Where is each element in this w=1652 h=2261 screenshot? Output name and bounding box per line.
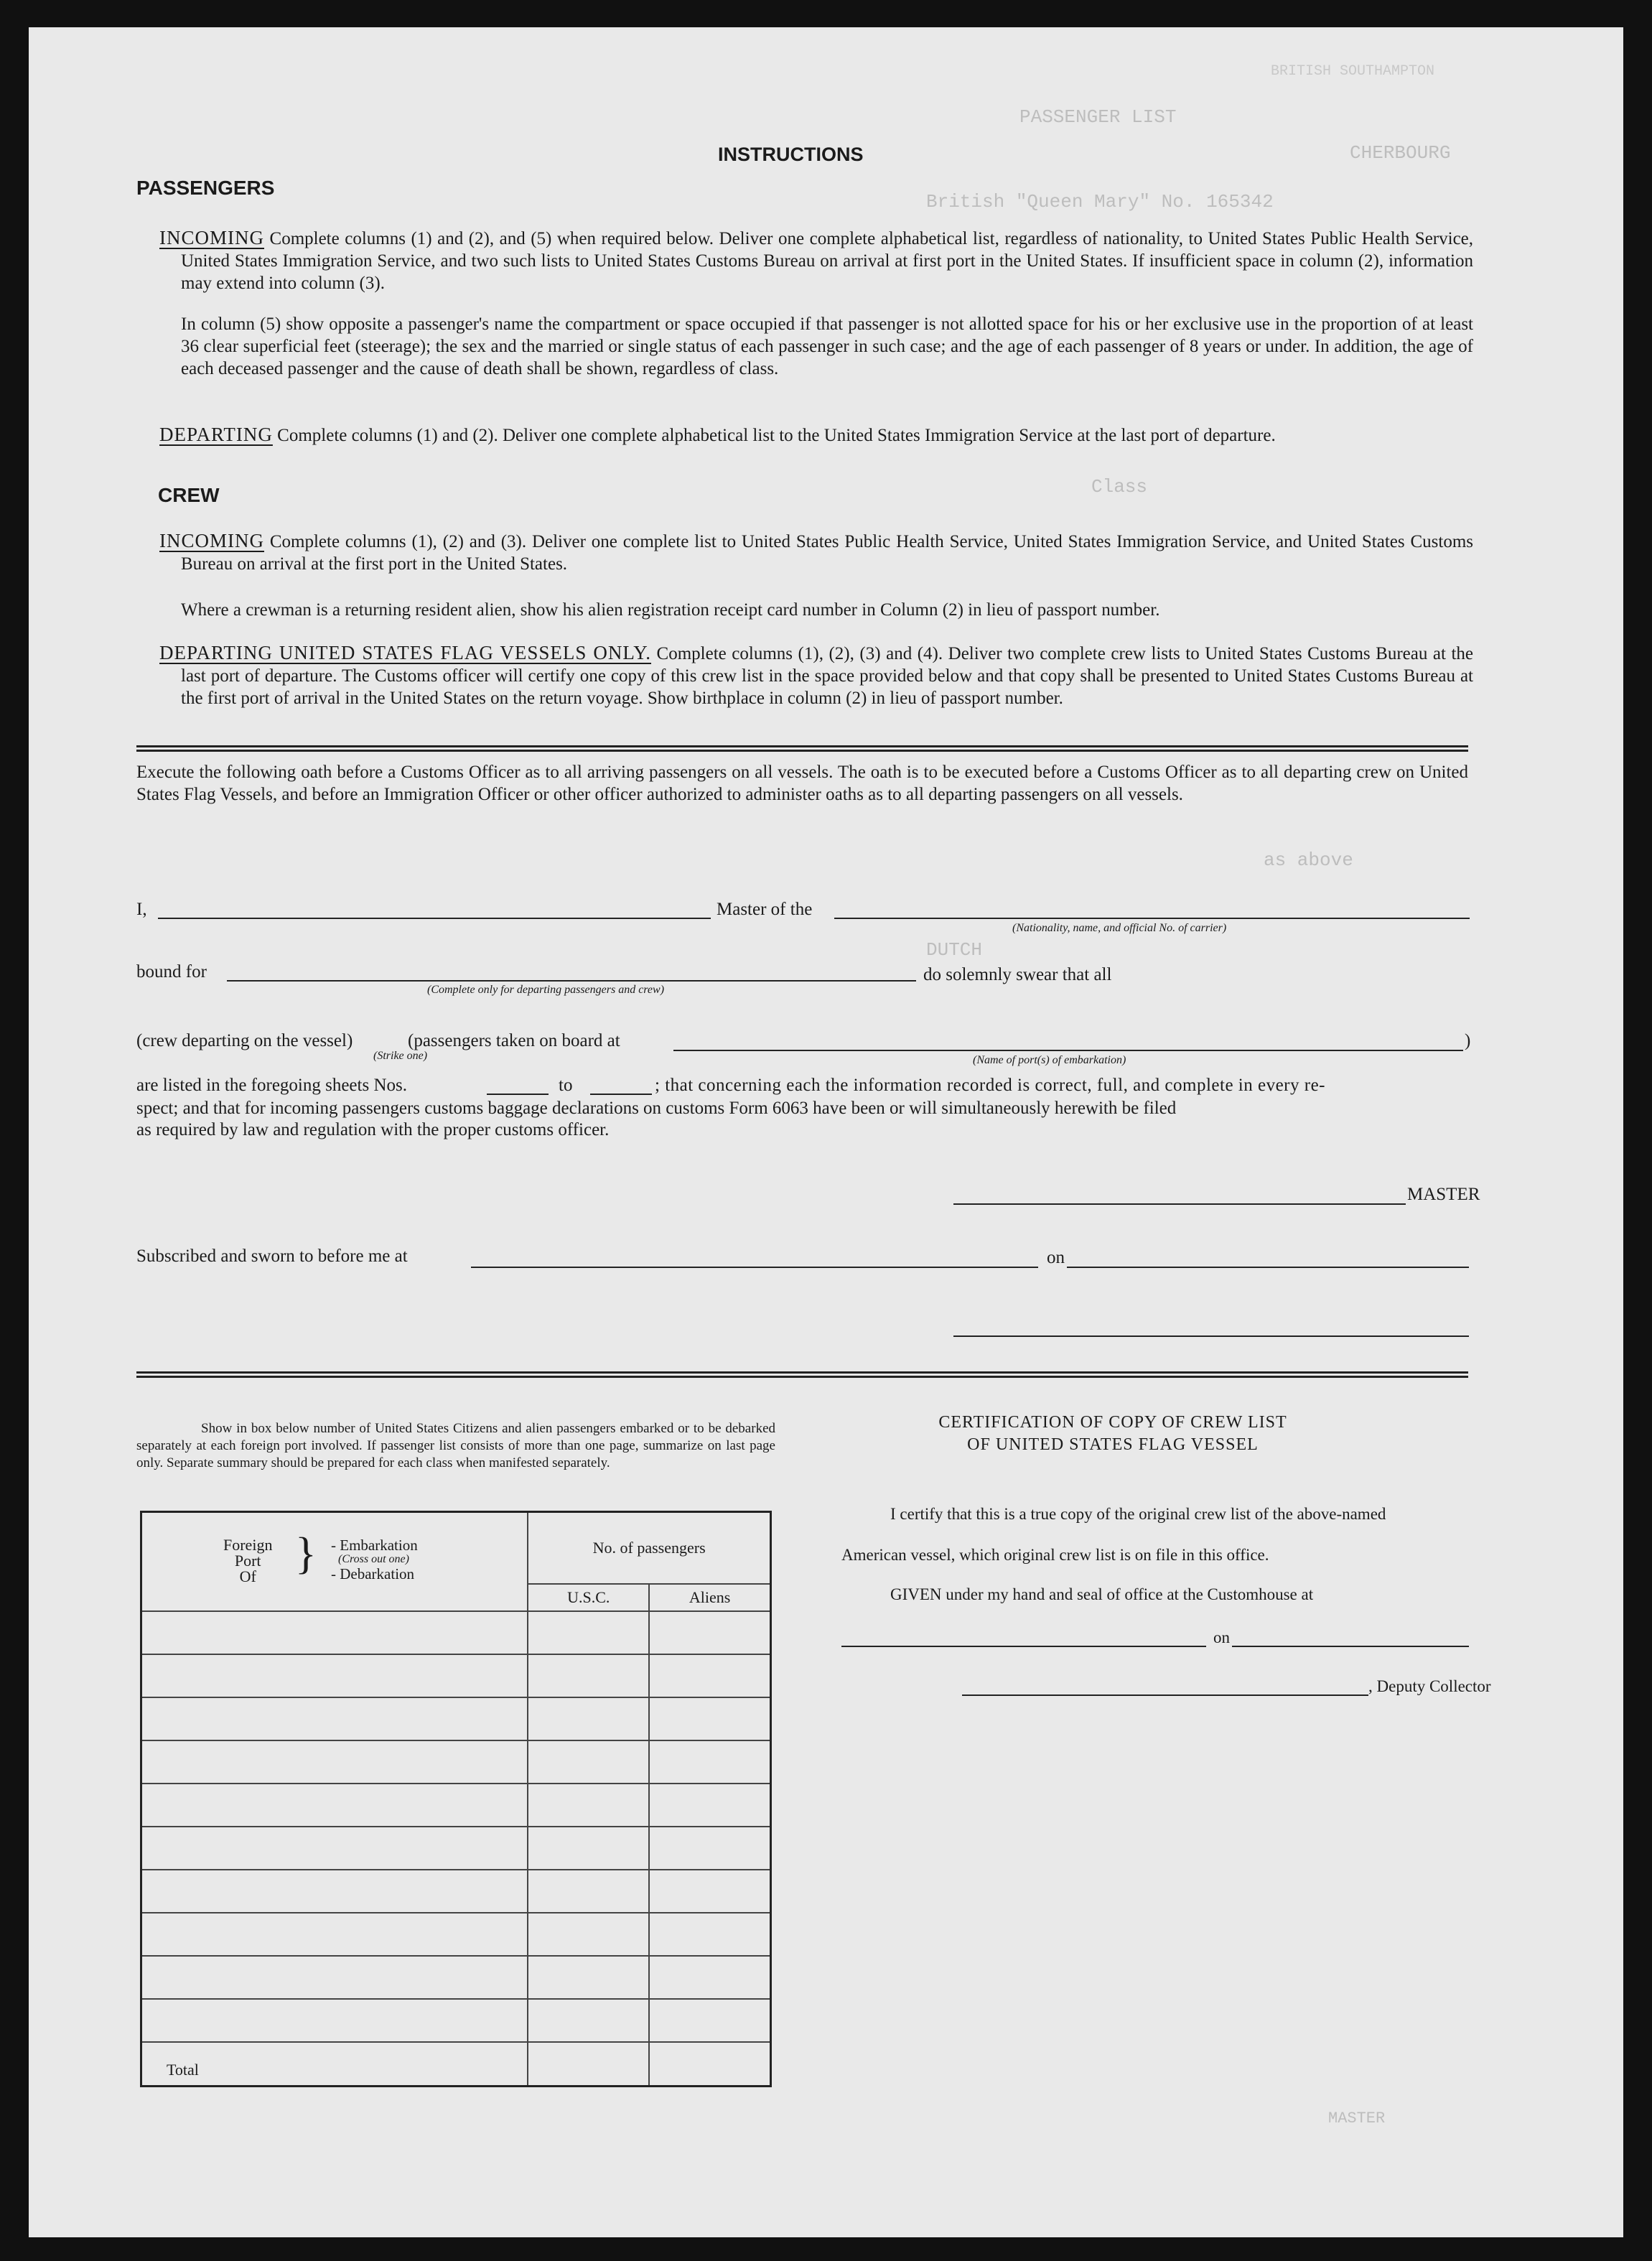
aliens-cell[interactable] [649, 1784, 770, 1827]
foreign-label: Foreign [223, 1535, 273, 1554]
brace: } [295, 1529, 317, 1578]
certification-title-line: CERTIFICATION OF COPY OF CREW LIST [938, 1413, 1287, 1432]
master-name-field[interactable] [158, 918, 711, 919]
master-signature-field[interactable] [953, 1203, 1406, 1205]
passengers-departing-text: Complete columns (1) and (2). Deliver one complete alphabetical list to the United States Immigration Service at the last port of departure. [277, 426, 1276, 445]
table-total-row [141, 2042, 771, 2087]
swear-label: do solemnly swear that all [923, 965, 1112, 984]
embarkation-caption: (Name of port(s) of embarkation) [973, 1054, 1126, 1066]
crew-heading: CREW [158, 484, 220, 506]
port-cell[interactable] [141, 1827, 528, 1870]
port-cell[interactable] [141, 1870, 528, 1913]
of-label: Of [239, 1567, 256, 1585]
total-aliens-cell[interactable] [649, 2042, 770, 2087]
listed-text: as required by law and regulation with the proper customs officer. [136, 1120, 610, 1139]
deputy-collector-signature-field[interactable] [962, 1694, 1368, 1696]
certification-title [862, 1412, 1364, 1456]
aliens-header: Aliens [649, 1584, 770, 1611]
usc-cell[interactable] [528, 1654, 649, 1697]
table-body [141, 1611, 771, 2042]
passengers-incoming-paragraph [159, 227, 1473, 294]
table-row [141, 1697, 771, 1740]
aliens-cell[interactable] [649, 1654, 770, 1697]
table-row [141, 1654, 771, 1697]
bound-for-field[interactable] [227, 980, 916, 982]
port-cell[interactable] [141, 1784, 528, 1827]
usc-cell[interactable] [528, 1611, 649, 1654]
on-label: on [1047, 1248, 1065, 1267]
close-paren: ) [1465, 1031, 1471, 1050]
on-label: on [1213, 1628, 1230, 1646]
instructions-title: INSTRUCTIONS [718, 144, 864, 165]
aliens-cell[interactable] [649, 1999, 770, 2042]
listed-label: are listed in the foregoing sheets Nos. [136, 1076, 407, 1095]
table-row [141, 1870, 771, 1913]
embarkation-port-field[interactable] [673, 1050, 1463, 1051]
departing-flag-keyword: DEPARTING UNITED STATES FLAG VESSELS ONLY. [159, 642, 651, 663]
table-row [141, 1999, 771, 2042]
bleed-through-text: BRITISH SOUTHAMPTON [1271, 63, 1435, 80]
sheet-from-field[interactable] [487, 1094, 549, 1095]
certification-title-line: OF UNITED STATES FLAG VESSEL [967, 1435, 1259, 1454]
listed-text: spect; and that for incoming passengers customs baggage declarations on customs Form 6063 have been or will simultaneously herewith be filed [136, 1099, 1177, 1118]
port-cell[interactable] [141, 1611, 528, 1654]
sheet-to-field[interactable] [590, 1094, 652, 1095]
table-row [141, 1611, 771, 1654]
box-instructions: Show in box below number of United States Citizens and alien passengers embarked or to be debarked separately at each foreign port involved. If passenger list consists of more than one page, summarize on last page only. Separate summary should be prepared for each class when manifested separately. [136, 1421, 775, 1470]
sworn-date-field[interactable] [1067, 1267, 1469, 1268]
usc-header: U.S.C. [528, 1584, 649, 1611]
table-row [141, 1784, 771, 1827]
bound-for-label: bound for [136, 962, 207, 982]
embarkation-label: - Embarkation [331, 1536, 418, 1554]
subscribed-label: Subscribed and sworn to before me at [136, 1246, 408, 1266]
port-header-cell [141, 1512, 528, 1611]
sworn-place-field[interactable] [471, 1267, 1038, 1268]
aliens-cell[interactable] [649, 1913, 770, 1956]
aliens-cell[interactable] [649, 1697, 770, 1740]
usc-cell[interactable] [528, 1697, 649, 1740]
master-of-the-label: Master of the [717, 900, 813, 919]
usc-cell[interactable] [528, 1740, 649, 1784]
total-label: Total [141, 2042, 528, 2087]
passengers-incoming-text: Complete columns (1) and (2), and (5) when required below. Deliver one complete alphabetical list, regardless of nationality, to United States Public Health Service, United States Immigration Service, and two such lists to United States Customs Bureau on arrival at first port in the United States. If insufficient space in column (2), information may extend into column (3). [181, 229, 1474, 293]
crew-incoming-paragraph [159, 530, 1473, 575]
port-cell[interactable] [141, 1913, 528, 1956]
section-divider [136, 745, 1468, 752]
bleed-through-text: British "Queen Mary" No. 165342 [926, 191, 1274, 213]
incoming-keyword: INCOMING [159, 530, 264, 551]
aliens-cell[interactable] [649, 1956, 770, 1999]
port-cell[interactable] [141, 1654, 528, 1697]
carrier-field[interactable] [834, 918, 1470, 919]
strike-one-caption: (Strike one) [373, 1050, 428, 1062]
customhouse-field[interactable] [841, 1646, 1206, 1647]
crewman-paragraph: Where a crewman is a returning resident alien, show his alien registration receipt card number in Column (2) in lieu of passport number. [181, 600, 1160, 620]
port-cell[interactable] [141, 1999, 528, 2042]
oath-instructions: Execute the following oath before a Customs Officer as to all arriving passengers on all vessels. The oath is to be executed before a Customs Officer as to all departing crew on United States Flag Vessels, and before an Immigration Officer or other officer authorized to administer oaths as to all departing passengers on all vessels. [136, 763, 1468, 804]
port-cell[interactable] [141, 1956, 528, 1999]
port-cell[interactable] [141, 1740, 528, 1784]
port-cell[interactable] [141, 1697, 528, 1740]
document-page [29, 27, 1623, 2237]
aliens-cell[interactable] [649, 1740, 770, 1784]
incoming-keyword: INCOMING [159, 227, 264, 248]
port-label: Port [234, 1551, 261, 1570]
total-usc-cell[interactable] [528, 2042, 649, 2087]
bleed-through-text: PASSENGER LIST [1019, 106, 1177, 128]
departing-keyword: DEPARTING [159, 424, 273, 445]
usc-cell[interactable] [528, 1913, 649, 1956]
table-row [141, 1827, 771, 1870]
passengers-taken-option: (passengers taken on board at [408, 1031, 620, 1050]
usc-cell[interactable] [528, 1870, 649, 1913]
certification-date-field[interactable] [1232, 1646, 1469, 1647]
crew-incoming-text: Complete columns (1), (2) and (3). Deliver one complete list to United States Public Health Service, United States Immigration Service, and United States Customs Bureau on arrival at the first port in the United States. [181, 532, 1474, 574]
bleed-through-text: as above [1264, 849, 1353, 871]
certify-text: I certify that this is a true copy of the original crew list of the above-named [890, 1505, 1386, 1523]
given-text: GIVEN under my hand and seal of office at the Customhouse at [890, 1585, 1314, 1603]
passenger-summary-table [140, 1511, 772, 2087]
no-of-passengers-header: No. of passengers [528, 1512, 770, 1584]
passengers-departing-paragraph [159, 424, 1473, 447]
crew-departing-paragraph [159, 642, 1473, 709]
usc-cell[interactable] [528, 1956, 649, 1999]
bleed-through-text: CHERBOURG [1350, 142, 1451, 164]
i-label: I, [136, 900, 147, 919]
passengers-heading: PASSENGERS [136, 177, 275, 199]
aliens-cell[interactable] [649, 1611, 770, 1654]
aliens-cell[interactable] [649, 1827, 770, 1870]
cross-out-caption: (Cross out one) [338, 1552, 409, 1565]
crew-departing-text: Complete columns (1), (2), (3) and (4). Deliver two complete crew lists to United States Customs Bureau at the last port of departure. The Customs officer will certify one copy of this crew list in the space provided below and that copy shall be presented to United States Customs Bureau at the first port of arrival in the United States on the return voyage. Show birthplace in column (2) in lieu of passport number. [181, 644, 1473, 708]
bleed-through-text: Class [1091, 476, 1148, 498]
column5-paragraph: In column (5) show opposite a passenger's name the compartment or space occupied if that passenger is not allotted space for his or her exclusive use in the proportion of at least 36 clear superficial feet (steerage); the sex and the married or single status of each passenger in such case; and the age of each passenger of 8 years or under. In addition, the age of each deceased passenger and the cause of death shall be shown, regardless of class. [181, 314, 1473, 378]
section-divider [136, 1371, 1468, 1378]
bleed-through-text: MASTER [1328, 2110, 1386, 2127]
table-row [141, 1740, 771, 1784]
usc-cell[interactable] [528, 1827, 649, 1870]
bleed-through-text: DUTCH [926, 939, 983, 961]
deputy-collector-label: , Deputy Collector [1368, 1677, 1491, 1695]
master-label: MASTER [1407, 1185, 1480, 1204]
officer-signature-field[interactable] [953, 1335, 1469, 1337]
debarkation-label: - Debarkation [331, 1565, 415, 1582]
usc-cell[interactable] [528, 1999, 649, 2042]
american-vessel-text: American vessel, which original crew list is on file in this office. [841, 1546, 1269, 1564]
carrier-caption: (Nationality, name, and official No. of carrier) [1012, 922, 1227, 934]
usc-cell[interactable] [528, 1784, 649, 1827]
listed-text: ; that concerning each the information recorded is correct, full, and complete in every re- [655, 1076, 1326, 1095]
crew-departing-option: (crew departing on the vessel) [136, 1031, 353, 1050]
table-header-row [141, 1512, 771, 1584]
table-row [141, 1913, 771, 1956]
aliens-cell[interactable] [649, 1870, 770, 1913]
listed-to-label: to [559, 1076, 573, 1095]
bound-for-caption: (Complete only for departing passengers and crew) [427, 984, 665, 996]
table-row [141, 1956, 771, 1999]
